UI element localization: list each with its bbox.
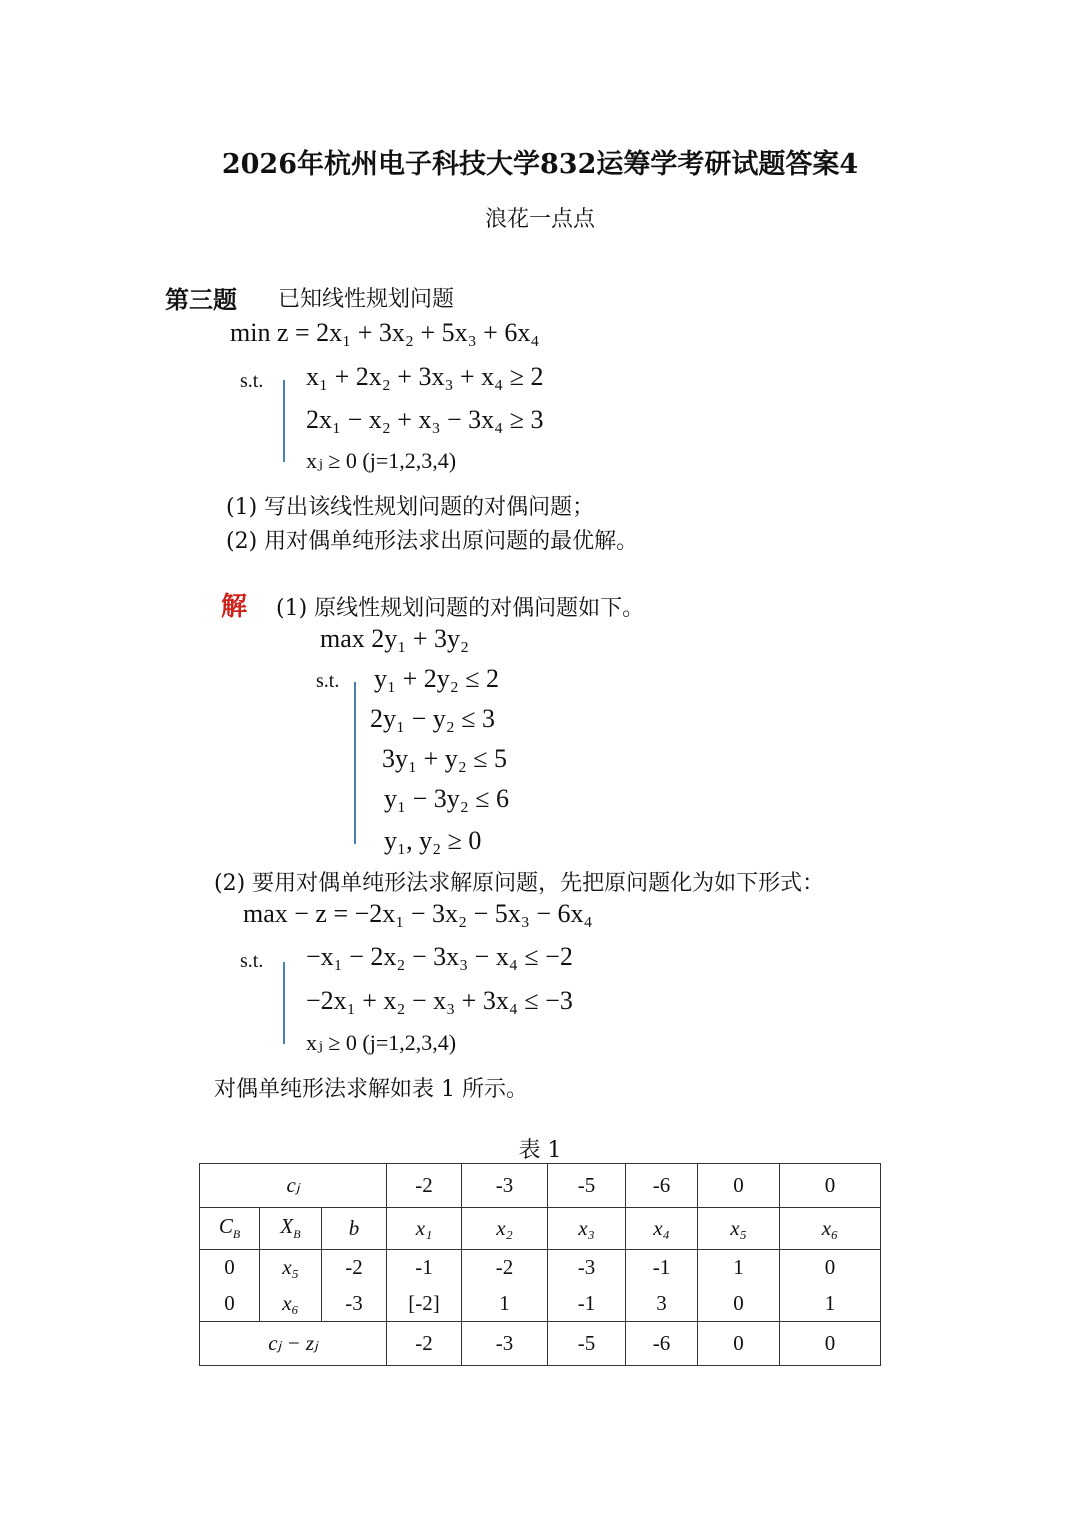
page-title: 2026年杭州电子科技大学832运筹学考研试题答案4 <box>221 149 859 180</box>
constraint-brace <box>283 380 285 462</box>
question-intro: 已知线性规划问题 <box>278 287 455 312</box>
cj-value: -3 <box>462 1164 548 1208</box>
reduced-cost: -3 <box>462 1322 548 1366</box>
table-cell: 0 <box>780 1250 881 1286</box>
table-cell: 1 <box>698 1250 780 1286</box>
dual-constraint-1: y₁ + 2y₂ ≤ 2 <box>374 664 500 693</box>
cj-value: -5 <box>548 1164 626 1208</box>
header-b: b <box>322 1208 387 1250</box>
table-cell: x₆ <box>260 1286 322 1322</box>
table-cell: -1 <box>626 1250 698 1286</box>
table-cell: -3 <box>322 1286 387 1322</box>
header-xb: $X_B$ <box>260 1208 322 1250</box>
question-item-1: (1) 写出该线性规划问题的对偶问题； <box>226 495 595 520</box>
table-intro: 对偶单纯形法求解如表 1 所示。 <box>214 1077 528 1102</box>
dual-constraint-3: 3y₁ + y₂ ≤ 5 <box>382 744 508 773</box>
header-x1: x₁ <box>387 1208 462 1250</box>
cj-value: -6 <box>626 1164 698 1208</box>
std-st-label: s.t. <box>240 950 264 972</box>
table-cell: 3 <box>626 1286 698 1322</box>
table-cell: x₅ <box>260 1250 322 1286</box>
reduced-cost: -6 <box>626 1322 698 1366</box>
dual-constraint-4: y₁ − 3y₂ ≤ 6 <box>384 784 510 813</box>
table-cell: -1 <box>548 1286 626 1322</box>
solution-label: 解 <box>221 592 248 622</box>
cj-value: -2 <box>387 1164 462 1208</box>
table-cell: -3 <box>548 1250 626 1286</box>
header-x3: x₃ <box>548 1208 626 1250</box>
st-label: s.t. <box>240 370 264 392</box>
dual-objective: max 2y₁ + 3y₂ <box>320 624 470 653</box>
reduced-cost: 0 <box>698 1322 780 1366</box>
std-objective: max − z = −2x₁ − 3x₂ − 5x₃ − 6x₄ <box>243 899 593 928</box>
header-cb: $C_B$ <box>200 1208 260 1250</box>
constraint-2: 2x₁ − x₂ + x₃ − 3x₄ ≥ 3 <box>306 405 544 434</box>
header-x5: x₅ <box>698 1208 780 1250</box>
part1-text: (1) 原线性规划问题的对偶问题如下。 <box>276 596 645 621</box>
objective: min z = 2x₁ + 3x₂ + 5x₃ + 6x₄ <box>230 318 540 347</box>
pivot-cell: [-2] <box>387 1286 462 1322</box>
cj-value: 0 <box>698 1164 780 1208</box>
reduced-cost-label: cⱼ − zⱼ <box>200 1322 387 1366</box>
std-constraint-1: −x₁ − 2x₂ − 3x₃ − x₄ ≤ −2 <box>306 942 573 971</box>
reduced-cost: -2 <box>387 1322 462 1366</box>
table-cell: 1 <box>780 1286 881 1322</box>
question-item-2: (2) 用对偶单纯形法求出原问题的最优解。 <box>226 529 639 554</box>
dual-brace <box>354 682 356 844</box>
question-label: 第三题 <box>165 285 237 314</box>
part2-text: (2) 要用对偶单纯形法求解原问题，先把原问题化为如下形式： <box>214 871 825 896</box>
table-cell: 0 <box>698 1286 780 1322</box>
dual-constraint-2: 2y₁ − y₂ ≤ 3 <box>370 704 496 733</box>
author: 浪花一点点 <box>484 207 595 232</box>
reduced-cost: -5 <box>548 1322 626 1366</box>
header-x2: x₂ <box>462 1208 548 1250</box>
std-brace <box>283 962 285 1044</box>
table-cell: -2 <box>462 1250 548 1286</box>
dual-constraint-5: y₁, y₂ ≥ 0 <box>384 826 482 855</box>
table-cell: 0 <box>200 1286 260 1322</box>
std-constraint-3: xⱼ ≥ 0 (j=1,2,3,4) <box>306 1030 457 1055</box>
dual-st-label: s.t. <box>316 670 340 692</box>
table-cell: 0 <box>200 1250 260 1286</box>
std-constraint-2: −2x₁ + x₂ − x₃ + 3x₄ ≤ −3 <box>306 986 573 1015</box>
table-caption: 表 1 <box>518 1138 562 1163</box>
cj-value: 0 <box>780 1164 881 1208</box>
reduced-cost: 0 <box>780 1322 881 1366</box>
table-cell: -1 <box>387 1250 462 1286</box>
constraint-1: x₁ + 2x₂ + 3x₃ + x₄ ≥ 2 <box>306 362 544 391</box>
table-cell: 1 <box>462 1286 548 1322</box>
simplex-table <box>199 1163 881 1366</box>
header-x4: x₄ <box>626 1208 698 1250</box>
cj-label: cⱼ <box>200 1164 387 1208</box>
constraint-3: xⱼ ≥ 0 (j=1,2,3,4) <box>306 448 457 473</box>
table-cell: -2 <box>322 1250 387 1286</box>
header-x6: x₆ <box>780 1208 881 1250</box>
